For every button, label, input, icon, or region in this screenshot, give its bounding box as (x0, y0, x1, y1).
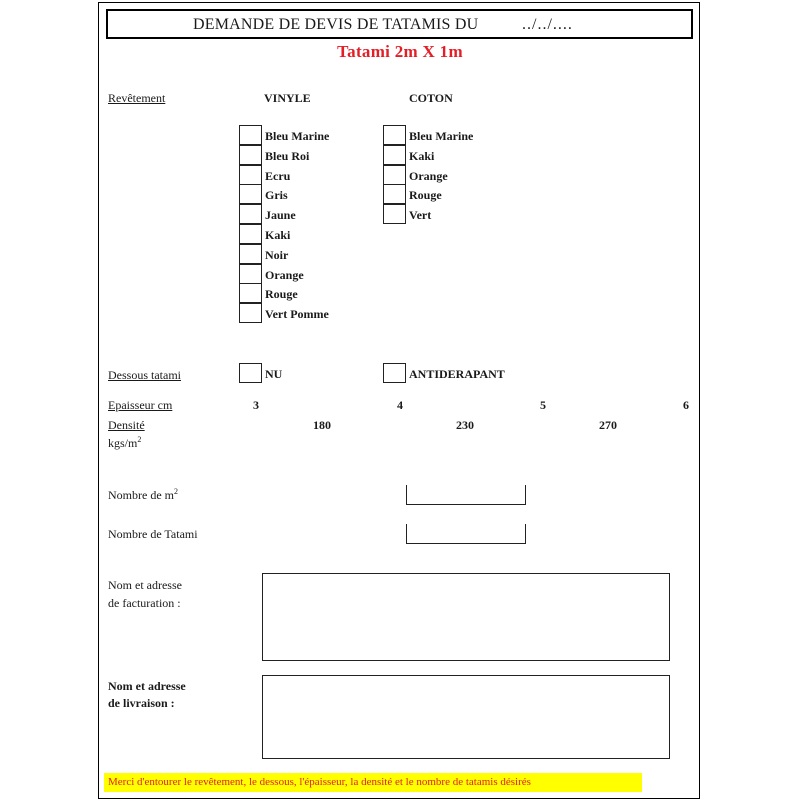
coton-option-label: Orange (409, 168, 448, 183)
livraison-address-box[interactable] (262, 675, 670, 759)
dessous-label: Dessous tatami (108, 368, 181, 382)
nombre-tatami-field[interactable] (406, 524, 526, 544)
vinyle-option-checkbox[interactable] (239, 184, 262, 204)
vinyle-option-label: Vert Pomme (265, 307, 329, 322)
coton-option-label: Rouge (409, 188, 442, 203)
coton-option-checkbox[interactable] (383, 165, 406, 185)
densite-value[interactable]: 180 (313, 418, 331, 432)
epaisseur-value[interactable]: 3 (253, 398, 259, 412)
densite-label: Densité (108, 418, 145, 432)
vinyle-option-label: Noir (265, 247, 289, 262)
vinyle-option-checkbox[interactable] (239, 303, 262, 323)
epaisseur-value[interactable]: 5 (540, 398, 546, 412)
coton-option-checkbox[interactable] (383, 145, 406, 165)
epaisseur-value[interactable]: 6 (683, 398, 689, 412)
vinyle-option-checkbox[interactable] (239, 125, 262, 145)
densite-unit: kgs/$m^2$ (108, 435, 142, 450)
coton-option-label: Vert (409, 208, 432, 223)
vinyle-option-label: Rouge (265, 287, 298, 302)
revetement-label: Revêtement (108, 91, 166, 105)
coton-option-checkbox[interactable] (383, 125, 406, 145)
vinyle-option-label: Orange (265, 267, 304, 282)
epaisseur-value[interactable]: 4 (397, 398, 403, 412)
footer-note: Merci d'entourer le revêtement, le dessous, l'épaisseur, la densité et le nombre de tatamis désirés (104, 773, 642, 792)
title-box (106, 9, 693, 39)
vinyle-option-checkbox[interactable] (239, 244, 262, 264)
livraison-label-line1: Nom et adresse (108, 679, 186, 693)
dessous-antiderapant-checkbox[interactable] (383, 363, 406, 383)
vinyle-option-label: Gris (265, 188, 288, 203)
densite-value[interactable]: 230 (456, 418, 474, 432)
nombre-m2-label: Nombre de $m^2$ (108, 487, 178, 502)
livraison-label-line2: de livraison : (108, 696, 175, 710)
coton-option-checkbox[interactable] (383, 184, 406, 204)
epaisseur-label: Epaisseur cm (108, 398, 173, 412)
facturation-label-line2: de facturation : (108, 596, 181, 610)
densite-value[interactable]: 270 (599, 418, 617, 432)
vinyle-option-label: Bleu Marine (265, 129, 330, 143)
vinyle-option-label: Jaune (265, 208, 296, 223)
date-field[interactable]: ../../.... (522, 16, 573, 33)
nombre-m2-field[interactable] (406, 485, 526, 505)
dessous-antiderapant-label: ANTIDERAPANT (409, 367, 505, 381)
facturation-address-box[interactable] (262, 573, 670, 661)
vinyle-option-checkbox[interactable] (239, 264, 262, 284)
nombre-tatami-label: Nombre de Tatami (108, 527, 198, 541)
coton-option-checkbox[interactable] (383, 204, 406, 224)
dessous-nu-label: NU (265, 367, 283, 381)
coton-heading: COTON (409, 91, 453, 105)
vinyle-option-checkbox[interactable] (239, 165, 262, 185)
facturation-label-line1: Nom et adresse (108, 578, 182, 592)
form-title: DEMANDE DE DEVIS DE TATAMIS DU (193, 16, 479, 33)
vinyle-option-checkbox[interactable] (239, 145, 262, 165)
vinyle-option-checkbox[interactable] (239, 204, 262, 224)
vinyle-option-checkbox[interactable] (239, 224, 262, 244)
vinyle-heading: VINYLE (264, 91, 311, 105)
dessous-nu-checkbox[interactable] (239, 363, 262, 383)
vinyle-option-label: Bleu Roi (265, 148, 310, 163)
vinyle-option-label: Kaki (265, 228, 291, 242)
coton-option-label: Bleu Marine (409, 129, 474, 143)
vinyle-option-checkbox[interactable] (239, 283, 262, 303)
form-subtitle: Tatami 2m X 1m (337, 42, 463, 61)
vinyle-option-label: Ecru (265, 168, 291, 183)
coton-option-label: Kaki (409, 148, 435, 163)
